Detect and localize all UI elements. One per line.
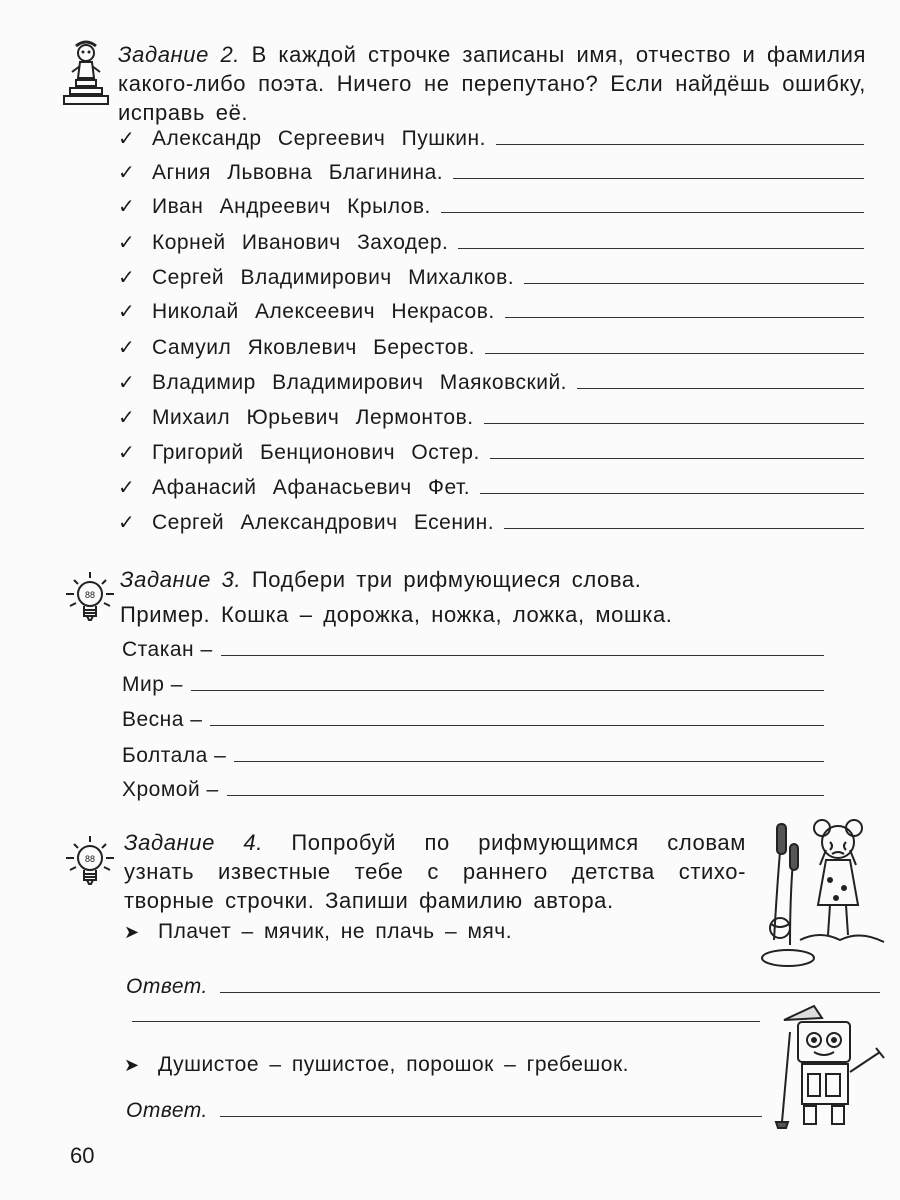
poet-row xyxy=(118,124,864,154)
check-icon: ✓ xyxy=(118,128,135,150)
check-icon: ✓ xyxy=(118,512,135,534)
task-3-text: Подбери три рифмующиеся слова. xyxy=(241,567,642,592)
task-4-text-line-2: узнать известные тебе с раннего детства стихо- xyxy=(124,859,746,884)
poet-name: Сергей Александрович Есенин. xyxy=(152,511,495,534)
task-4-item-text: Плачет – мячик, не плачь – мяч. xyxy=(158,920,513,943)
svg-text:88: 88 xyxy=(84,590,96,600)
check-icon: ✓ xyxy=(118,442,135,464)
check-icon: ✓ xyxy=(118,477,135,499)
poet-row xyxy=(118,263,864,293)
rhyme-word: Мир – xyxy=(122,673,183,696)
svg-text:88: 88 xyxy=(84,854,96,864)
poet-row xyxy=(118,403,864,433)
answer-line[interactable] xyxy=(524,263,864,284)
poet-row xyxy=(118,333,864,363)
task-4-instructions xyxy=(124,828,746,915)
check-icon: ✓ xyxy=(118,162,135,184)
answer-line[interactable] xyxy=(458,228,864,249)
poet-name: Афанасий Афанасьевич Фет. xyxy=(152,476,471,499)
check-icon: ✓ xyxy=(118,267,135,289)
rhyme-row xyxy=(122,635,824,665)
task-4-label: Задание 4. xyxy=(124,830,263,855)
answer-row xyxy=(126,972,880,999)
answer-line[interactable] xyxy=(220,972,880,993)
poet-name: Владимир Владимирович Маяковский. xyxy=(152,371,568,394)
task-2-text-line-1: В каждой строчке записаны имя, отчество и фамилия xyxy=(240,42,866,67)
answer-label: Ответ. xyxy=(126,975,208,998)
crying-girl-illustration xyxy=(760,810,890,970)
answer-line[interactable] xyxy=(453,158,864,179)
answer-line[interactable] xyxy=(220,1096,762,1117)
task-2-text-line-2: какого-либо поэта. Ничего не перепутано? Если найдёшь ошибку, xyxy=(118,71,866,96)
page-number: 60 xyxy=(70,1143,95,1168)
pedestal-figure-icon xyxy=(62,40,110,106)
poet-name: Агния Львовна Благинина. xyxy=(152,161,444,184)
task-4-text-line-3: творные строчки. Запиши фамилию автора. xyxy=(124,888,614,913)
answer-line[interactable] xyxy=(496,124,864,145)
poet-name: Григорий Бенционович Остер. xyxy=(152,441,480,464)
poet-name: Сергей Владимирович Михалков. xyxy=(152,266,515,289)
poet-row xyxy=(118,228,864,258)
rhyme-row xyxy=(122,775,824,805)
task-3-example: Пример. Кошка – дорожка, ножка, ложка, мошка. xyxy=(120,602,673,627)
answer-line[interactable] xyxy=(480,473,864,494)
answer-row xyxy=(126,1096,762,1123)
answer-line[interactable] xyxy=(504,508,864,529)
answer-line[interactable] xyxy=(485,333,864,354)
task-4-item xyxy=(124,1053,629,1077)
poet-row xyxy=(118,297,864,327)
poet-name: Николай Алексеевич Некрасов. xyxy=(152,300,495,323)
rhyme-row xyxy=(122,705,824,735)
poet-name: Александр Сергеевич Пушкин. xyxy=(152,127,486,150)
task-2-label: Задание 2. xyxy=(118,42,241,67)
task-2-text-line-3: исправь её. xyxy=(118,100,249,125)
poet-row xyxy=(118,473,864,503)
poet-name: Михаил Юрьевич Лермонтов. xyxy=(152,406,474,429)
poet-row xyxy=(118,158,864,188)
answer-line[interactable] xyxy=(505,297,864,318)
arrow-bullet-icon: ➤ xyxy=(124,1055,140,1075)
answer-line[interactable] xyxy=(210,705,824,726)
rhyme-word: Стакан – xyxy=(122,638,213,661)
arrow-bullet-icon: ➤ xyxy=(124,922,140,942)
answer-line[interactable] xyxy=(484,403,864,424)
poet-row xyxy=(118,368,864,398)
check-icon: ✓ xyxy=(118,372,135,394)
task-4-text-line-1: Попробуй по рифмующимся словам xyxy=(262,830,746,855)
rhyme-word: Болтала – xyxy=(122,744,227,767)
task-3-instructions xyxy=(120,565,673,629)
rhyme-word: Весна – xyxy=(122,708,203,731)
task-4-item xyxy=(124,920,512,944)
rhyme-row xyxy=(122,741,824,771)
check-icon: ✓ xyxy=(118,407,135,429)
lightbulb-icon xyxy=(62,570,118,632)
answer-line[interactable] xyxy=(132,1021,760,1022)
poet-name: Самуил Яковлевич Берестов. xyxy=(152,336,475,359)
answer-line[interactable] xyxy=(191,670,824,691)
task-3-label: Задание 3. xyxy=(120,567,242,592)
check-icon: ✓ xyxy=(118,232,135,254)
poet-row xyxy=(118,508,864,538)
task-4-item-text: Душистое – пушистое, порошок – гребешок. xyxy=(158,1053,629,1076)
robot-cleaner-illustration xyxy=(770,1002,890,1130)
rhyme-word: Хромой – xyxy=(122,778,219,801)
rhyme-row xyxy=(122,670,824,700)
answer-line[interactable] xyxy=(441,192,864,213)
poet-name: Корней Иванович Заходер. xyxy=(152,231,449,254)
answer-label: Ответ. xyxy=(126,1099,208,1122)
check-icon: ✓ xyxy=(118,196,135,218)
poet-name: Иван Андреевич Крылов. xyxy=(152,195,431,218)
lightbulb-icon xyxy=(62,834,118,896)
answer-line[interactable] xyxy=(577,368,864,389)
answer-line[interactable] xyxy=(234,741,824,762)
poet-row xyxy=(118,438,864,468)
check-icon: ✓ xyxy=(118,301,135,323)
answer-line[interactable] xyxy=(490,438,864,459)
answer-line[interactable] xyxy=(221,635,824,656)
answer-line[interactable] xyxy=(227,775,824,796)
check-icon: ✓ xyxy=(118,337,135,359)
task-2-instructions xyxy=(118,40,866,127)
poet-row xyxy=(118,192,864,222)
